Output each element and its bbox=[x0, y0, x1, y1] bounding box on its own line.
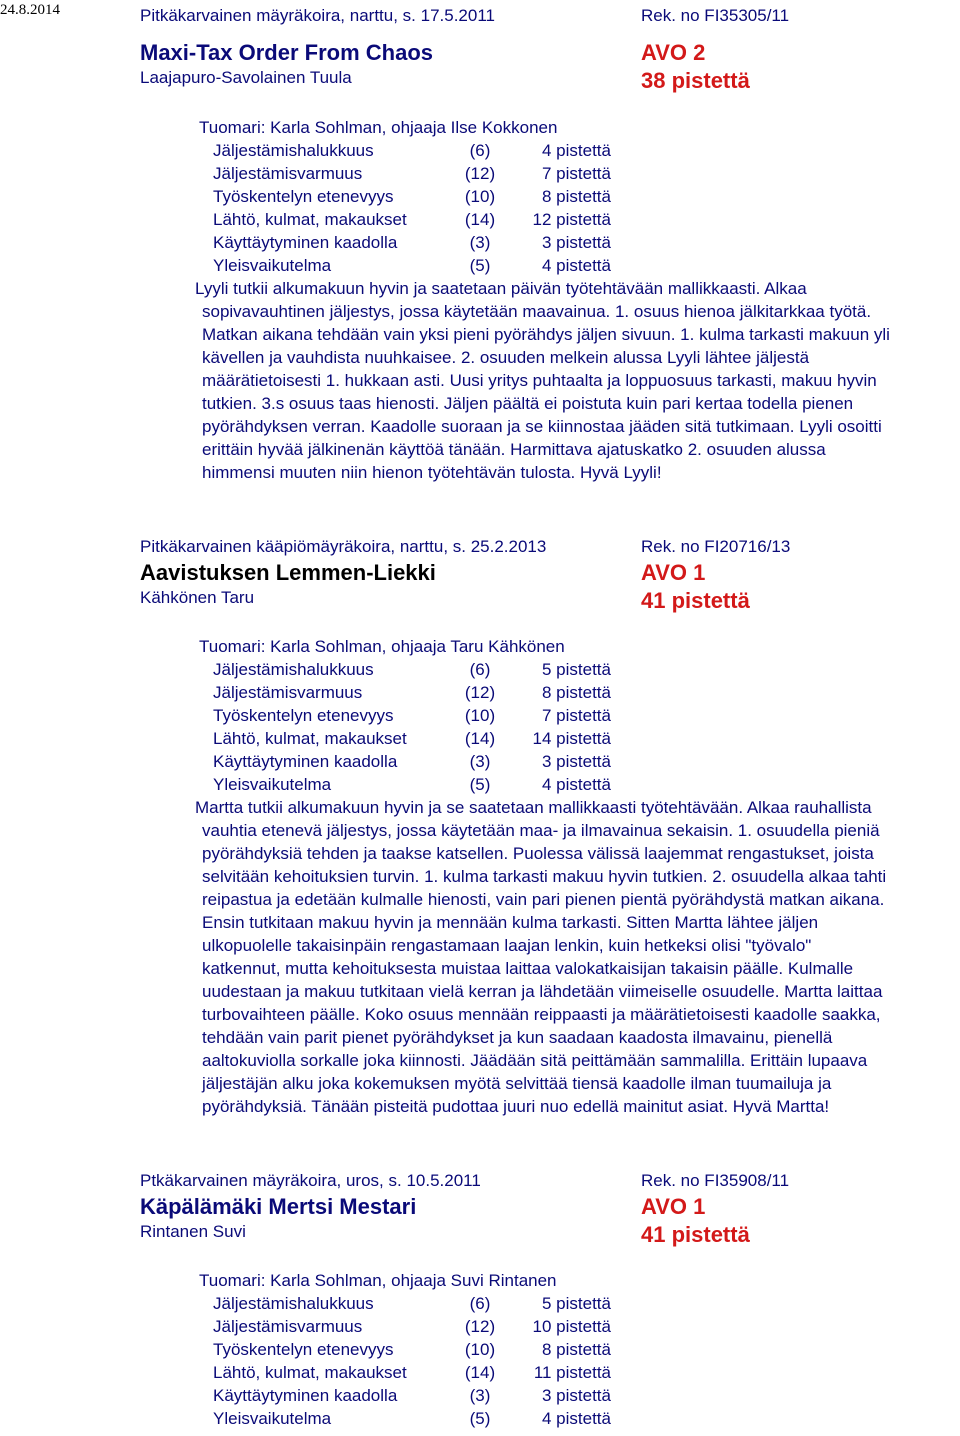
score-points: 8 pistettä bbox=[542, 1340, 611, 1359]
critique-line: ulkopuolelle takaisinpäin rengastamaan laajan lenkin, kuin hetkeksi olisi "työvalo" bbox=[202, 936, 812, 955]
critique-line: tehdään vain parit pienet pyörähdykset ja kun saadaan kaadosta ilmavainu, pienellä bbox=[202, 1028, 833, 1047]
score-max: (14) bbox=[464, 210, 496, 229]
score-name: Käyttäytyminen kaadolla bbox=[213, 752, 398, 771]
owner-name: Kähkönen Taru bbox=[140, 588, 255, 607]
score-name: Lähtö, kulmat, makaukset bbox=[213, 210, 407, 229]
registration-number: Rek. no FI20716/13 bbox=[641, 537, 791, 556]
registration-number: Rek. no FI35305/11 bbox=[641, 6, 790, 25]
critique-line: Ensin tutkitaan makuu hyvin ja mennään kulma tarkasti. Sitten Martta lähtee jäljen bbox=[202, 913, 819, 932]
dog-name: Käpälämäki Mertsi Mestari bbox=[140, 1194, 417, 1219]
score-name: Käyttäytyminen kaadolla bbox=[213, 233, 398, 252]
score-points: 5 pistettä bbox=[542, 660, 611, 679]
score-max: (3) bbox=[469, 1386, 491, 1405]
score-name: Käyttäytyminen kaadolla bbox=[213, 1386, 398, 1405]
score-points: 8 pistettä bbox=[542, 683, 611, 702]
critique-line: katkennut, mutta kehoituksesta muistaa laittaa valokatkaisijan takaisin päälle. Kulmalle bbox=[202, 959, 854, 978]
score-points: 8 pistettä bbox=[542, 187, 611, 206]
score-max: (10) bbox=[464, 706, 496, 725]
registration-number: Rek. no FI35908/11 bbox=[641, 1171, 790, 1190]
critique-line: määrätietoisesti 1. hukkaan asti. Uusi yritys puhtaalta ja loppuosuus tarkasti, makuu hyvin bbox=[202, 371, 877, 390]
score-name: Jäljestämishalukkuus bbox=[213, 660, 374, 679]
score-name: Työskentelyn etenevyys bbox=[213, 1340, 394, 1359]
score-points: 11 pistettä bbox=[533, 1363, 611, 1382]
critique-line: vauhtia etenevä jäljestys, jossa käytetään maa- ja ilmavainua sekaisin. 1. osuudella pieniä bbox=[202, 821, 880, 840]
score-name: Jäljestämisvarmuus bbox=[213, 1317, 363, 1336]
score-name: Työskentelyn etenevyys bbox=[213, 706, 394, 725]
score-max: (12) bbox=[464, 1317, 496, 1336]
score-points: 10 pistettä bbox=[532, 1317, 611, 1336]
critique-line: pyörähdyksiä. Tänään pisteitä pudottaa juuri nuo edellä mainitut asiat. Hyvä Martta! bbox=[202, 1097, 830, 1116]
judge-line: Tuomari: Karla Sohlman, ohjaaja Ilse Kokkonen bbox=[199, 118, 558, 137]
score-name: Lähtö, kulmat, makaukset bbox=[213, 1363, 407, 1382]
score-max: (10) bbox=[464, 1340, 496, 1359]
judge-line: Tuomari: Karla Sohlman, ohjaaja Suvi Rintanen bbox=[199, 1271, 557, 1290]
result-class: AVO 1 bbox=[641, 560, 706, 585]
score-name: Jäljestämisvarmuus bbox=[213, 164, 363, 183]
score-name: Työskentelyn etenevyys bbox=[213, 187, 394, 206]
critique-line: Lyyli tutkii alkumakuun hyvin ja saatetaan päivän työtehtävään mallikkaasti. Alkaa bbox=[195, 279, 807, 298]
dog-name: Maxi-Tax Order From Chaos bbox=[140, 40, 433, 65]
score-name: Lähtö, kulmat, makaukset bbox=[213, 729, 407, 748]
critique-line: reipastua ja edetään kulmalle hienosti, vain pari pienen pientä pyörähdystä matkan aikana. bbox=[202, 890, 885, 909]
score-points: 12 pistettä bbox=[532, 210, 611, 229]
critique-line: jäljestäjän alku joka kokemuksen myötä selvittää tiensä kaadolle ilman tuumailuja ja bbox=[202, 1074, 832, 1093]
score-points: 4 pistettä bbox=[542, 775, 611, 794]
critique-line: himmensi muuten niin hienon työtehtävän tulosta. Hyvä Lyyli! bbox=[202, 463, 662, 482]
critique-line: sopivavauhtinen jäljestys, jossa käytetään maavainua. 1. osuus hienoa jälkitarkkaa työtä. bbox=[202, 302, 872, 321]
score-name: Jäljestämishalukkuus bbox=[213, 1294, 374, 1313]
dog-name: Aavistuksen Lemmen-Liekki bbox=[140, 560, 436, 585]
score-points: 7 pistettä bbox=[542, 164, 611, 183]
score-points: 5 pistettä bbox=[542, 1294, 611, 1313]
critique-line: tutkien. 3.s osuus taas hienosti. Jäljen päältä ei poistuta kuin pari kertaa todella pienen bbox=[202, 394, 854, 413]
result-class: AVO 2 bbox=[641, 40, 706, 65]
critique-line: Martta tutkii alkumakuun hyvin ja se saatetaan mallikkaasti työtehtävään. Alkaa rauhallista bbox=[195, 798, 872, 817]
score-points: 14 pistettä bbox=[532, 729, 611, 748]
score-points: 3 pistettä bbox=[542, 752, 611, 771]
score-max: (10) bbox=[464, 187, 496, 206]
score-max: (6) bbox=[469, 660, 491, 679]
score-max: (5) bbox=[469, 775, 491, 794]
score-name: Jäljestämishalukkuus bbox=[213, 141, 374, 160]
score-points: 4 pistettä bbox=[542, 141, 611, 160]
critique-line: selvitään kehoituksien turvin. 1. kulma tarkasti makuu hyvin tutkien. 2. osuudella alkaa tahti bbox=[202, 867, 887, 886]
score-max: (3) bbox=[469, 752, 491, 771]
score-name: Yleisvaikutelma bbox=[213, 1409, 332, 1428]
score-points: 3 pistettä bbox=[542, 233, 611, 252]
result-class: AVO 1 bbox=[641, 1194, 706, 1219]
score-max: (14) bbox=[464, 729, 496, 748]
critique-line: aaltokuviolla sorkalle joka kiinnosti. Jäädään sitä peittämään sammalilla. Erittäin lupaava bbox=[202, 1051, 868, 1070]
total-points: 41 pistettä bbox=[641, 1222, 750, 1247]
critique-line: pyörähdyksiä tehden ja taakse katsellen. Puolessa välissä laajemmat rengastukset, joista bbox=[202, 844, 874, 863]
score-max: (6) bbox=[469, 1294, 491, 1313]
breed-info: Pitkäkarvainen kääpiömäyräkoira, narttu, s. 25.2.2013 bbox=[140, 537, 547, 556]
critique-line: Matkan aikana tehdään vain yksi pieni pyörähdys jäljen sivuun. 1. kulma tarkasti makuun yli bbox=[202, 325, 890, 344]
critique-line: kävellen ja vauhdista nuuhkaisee. 2. osuuden melkein alussa Lyyli lähtee jäljestä bbox=[202, 348, 810, 367]
total-points: 41 pistettä bbox=[641, 588, 750, 613]
score-max: (12) bbox=[464, 164, 496, 183]
page-date: 24.8.2014 bbox=[0, 2, 60, 18]
critique-line: pyörähdyksen verran. Kaadolle suoraan ja se kiinnostaa jääden sitä tutkimaan. Lyyli osoitti bbox=[202, 417, 882, 436]
total-points: 38 pistettä bbox=[641, 68, 750, 93]
score-max: (3) bbox=[469, 233, 491, 252]
owner-name: Rintanen Suvi bbox=[140, 1222, 246, 1241]
score-points: 4 pistettä bbox=[542, 1409, 611, 1428]
score-max: (6) bbox=[469, 141, 491, 160]
score-name: Yleisvaikutelma bbox=[213, 775, 332, 794]
score-name: Yleisvaikutelma bbox=[213, 256, 332, 275]
score-max: (5) bbox=[469, 1409, 491, 1428]
critique-line: erittäin hyvää jälkinenän käyttöä tänään. Harmittava ajatuskatko 2. osuuden alussa bbox=[202, 440, 826, 459]
critique-line: uudestaan ja makuu tutkitaan vielä kerran ja lähdetään viimeiselle osuudelle. Martta laittaa bbox=[202, 982, 883, 1001]
critique-line: turbovaihteen päälle. Koko osuus mennään reippaasti ja määrätietoisesti kaadolle saakka, bbox=[202, 1005, 881, 1024]
judge-line: Tuomari: Karla Sohlman, ohjaaja Taru Kähkönen bbox=[199, 637, 565, 656]
score-max: (12) bbox=[464, 683, 496, 702]
score-points: 7 pistettä bbox=[542, 706, 611, 725]
breed-info: Pitkäkarvainen mäyräkoira, narttu, s. 17.5.2011 bbox=[140, 6, 495, 25]
breed-info: Ptkäkarvainen mäyräkoira, uros, s. 10.5.2011 bbox=[140, 1171, 481, 1190]
score-name: Jäljestämisvarmuus bbox=[213, 683, 363, 702]
score-max: (14) bbox=[464, 1363, 496, 1382]
score-points: 4 pistettä bbox=[542, 256, 611, 275]
owner-name: Laajapuro-Savolainen Tuula bbox=[140, 68, 352, 87]
score-max: (5) bbox=[469, 256, 491, 275]
score-points: 3 pistettä bbox=[542, 1386, 611, 1405]
